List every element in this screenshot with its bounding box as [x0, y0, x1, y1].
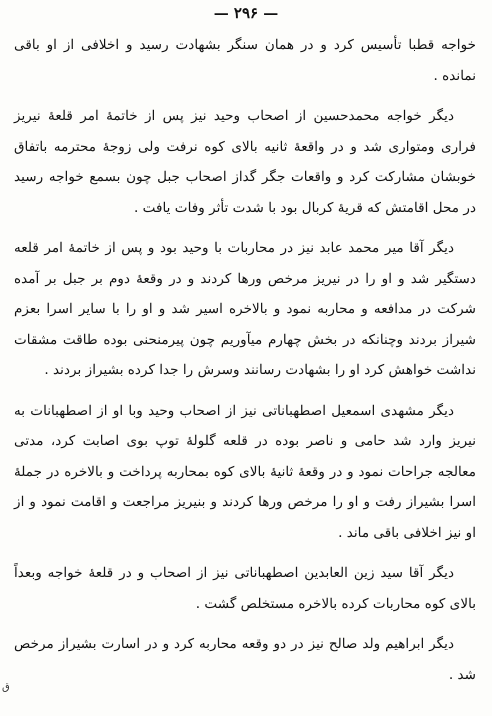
paragraph-4: دیگر مشهدی اسمعیل اصطهباناتی نیز از اصحاب وحید وبا او از اصطهبانات به نیریز وارد شد حامی و ناصر بوده در قلعه گلولهٔ توپ بوی اصابت کرد، مدتی معالجه جراحات نمود و در وقعهٔ ثانیهٔ بالای کوه بمحاربه پرداخت و بالاخره در جملهٔ اسرا بشیراز رفت و او را مرخص ورها کردند و بنیریز مراجعت و اقامت نمود و از او نیز اخلافی باقی ماند . — [14, 402, 476, 541]
paragraph-5: دیگر آقا سید زین العابدین اصطهباناتی نیز از اصحاب و در قلعهٔ خواجه وبعداً بالای کوه محاربات کرده بالاخره مستخلص گشت . — [14, 565, 476, 612]
paragraph-6: دیگر ابراهیم ولد صالح نیز در دو وقعه محاربه کرد و در اسارت بشیراز مرخص شد . — [14, 636, 476, 683]
paragraph-1: خواجه قطبا تأسیس کرد و در همان سنگر بشهادت رسید و اخلافی از او باقی نمانده . — [14, 37, 476, 84]
page-number: — ۲۹۶ — — [213, 4, 279, 22]
paragraph-2: دیگر خواجه محمدحسین از اصحاب وحید نیز پس از خاتمهٔ امر قلعهٔ نیریز فراری ومتواری شد و در واقعهٔ ثانیه بالای کوه نرفت ولی زوجهٔ محترمه باتفاق خوبشان مشارکت کرد و واقعات جگر گداز اصحاب جبل چون بسمع خواجه رسید در محل اقامتش که قریهٔ کربال بود با شدت تأثر وفات یافت . — [14, 108, 476, 216]
page-body — [14, 30, 476, 700]
paragraph-3: دیگر آقا میر محمد عابد نیز در محاربات با وحید بود و پس از خاتمهٔ امر قلعه دستگیر شد و او را در نیریز مرخص ورها کردند و در وقعهٔ دوم بر جبل بر آمده شرکت در مدافعه و محاربه نمود و بالاخره اسیر شد و او را با سایر اسرا بعزم شیراز بردند وچنانکه در بخش چهارم میآوریم چون پیرمنحنی بوده طاقت مشقات نداشت خواهش کرد او را بشهادت رسانند وسرش را جدا کرده بشیراز بردند . — [14, 240, 476, 378]
margin-mark: ق — [2, 682, 10, 693]
